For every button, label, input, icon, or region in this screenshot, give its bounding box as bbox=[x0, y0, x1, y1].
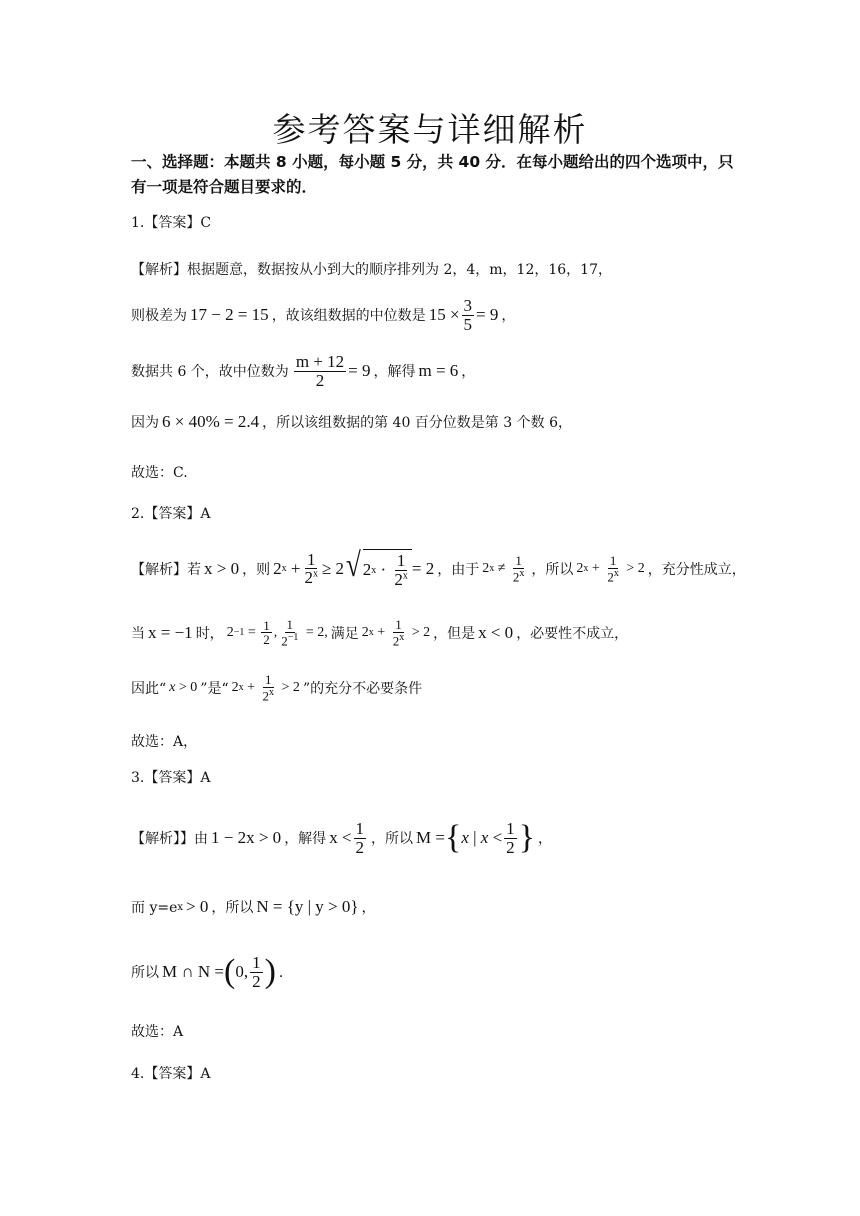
range-equation: 17 − 2 = 15 bbox=[190, 305, 269, 325]
q2-analysis-line2: 当 x = −1 时， 2 −1 = $\frac{1}{2}$ , $\frac{1}{2^{-1}}$ = 2, 满足 2 x + $\frac{1}{2^x}$ > 2 ，但是 x < 0 ，必要性不成立， bbox=[131, 617, 629, 648]
intersection: M ∩ N = ( 0, $\frac{1}{2}$ ) bbox=[162, 953, 276, 991]
fraction: $\frac{3}{5}$ bbox=[463, 296, 473, 334]
q3-answer: 3.【答案】A bbox=[131, 770, 211, 786]
fraction: $\frac{m + 12}{2}$ bbox=[295, 352, 345, 390]
q3-analysis-line1: 【解析】】由 1 − 2x > 0 ，解得 x < $\frac{1}{2}$ ，所以 M = { x | x < $\frac{1}{2}$ } ， bbox=[131, 819, 552, 857]
q3-choice: 故选：A bbox=[131, 1024, 184, 1040]
q3-analysis-line3: 所以 M ∩ N = ( 0, $\frac{1}{2}$ ) ． bbox=[131, 953, 293, 991]
q1-choice: 故选：C. bbox=[131, 465, 188, 481]
q1-answer: 1.【答案】C bbox=[131, 215, 212, 231]
median-expression: 15 × $\frac{3}{5}$ = 9 bbox=[428, 296, 499, 334]
set-n: N = {y | y > 0} bbox=[256, 897, 359, 916]
q2-answer: 2.【答案】A bbox=[131, 506, 211, 522]
set-m: M = { x | x < $\frac{1}{2}$ } bbox=[416, 819, 535, 857]
square-root: √ 2 x · $\frac{1}{2^x}$ bbox=[344, 549, 412, 589]
section-heading: 一、选择题：本题共 8 小题，每小题 5 分，共 40 分．在每小题给出的四个选项中，只有一项是符合题目要求的． bbox=[131, 153, 734, 196]
q1-analysis-line1: 【解析】根据题意，数据按从小到大的顺序排列为 2，4，m，12，16，17， bbox=[131, 262, 612, 278]
q3-analysis-line2: 而 y=e x > 0 ，所以 N = {y | y > 0} ， bbox=[131, 897, 376, 916]
median-equation: $\frac{m + 12}{2}$ = 9 bbox=[295, 352, 371, 390]
q1-analysis-line4: 因为 6 × 40% = 2.4 ，所以该组数据的第 40 百分位数是第 3 个数 6， bbox=[131, 412, 572, 431]
q2-analysis-line1: 【解析】若 x > 0 ，则 2 x + $\frac{1}{2^x}$ ≥ 2 √ 2 x · $\frac{1}{2^x}$ = 2 ，由于 2 x ≠ $\frac{1}{2^x}$ ，所以 2 x + $\frac{1}{2^x}$ > 2 ，充分性成立， bbox=[131, 547, 746, 589]
page-title: 参考答案与详细解析 bbox=[272, 110, 588, 149]
q1-analysis-line3: 数据共 6 个，故中位数为 $\frac{m + 12}{2}$ = 9 ，解得 m = 6 ， bbox=[131, 352, 476, 390]
q1-analysis-line2: 则极差为 17 − 2 = 15 ，故该组数据的中位数是 15 × $\frac{3}{5}$ = 9 ， bbox=[131, 296, 516, 334]
q2-choice: 故选：A， bbox=[131, 734, 198, 750]
am-gm-inequality: 2 x + $\frac{1}{2^x}$ ≥ 2 √ 2 x · $\frac{1}{2^x}$ = 2 bbox=[273, 547, 435, 589]
q2-analysis-line3: 因此“ x > 0 ”是“ 2 x + $\frac{1}{2^x}$ > 2 ”的充分不必要条件 bbox=[131, 672, 423, 703]
q4-answer: 4.【答案】A bbox=[131, 1066, 211, 1082]
percentile-equation: 6 × 40% = 2.4 bbox=[162, 412, 260, 431]
